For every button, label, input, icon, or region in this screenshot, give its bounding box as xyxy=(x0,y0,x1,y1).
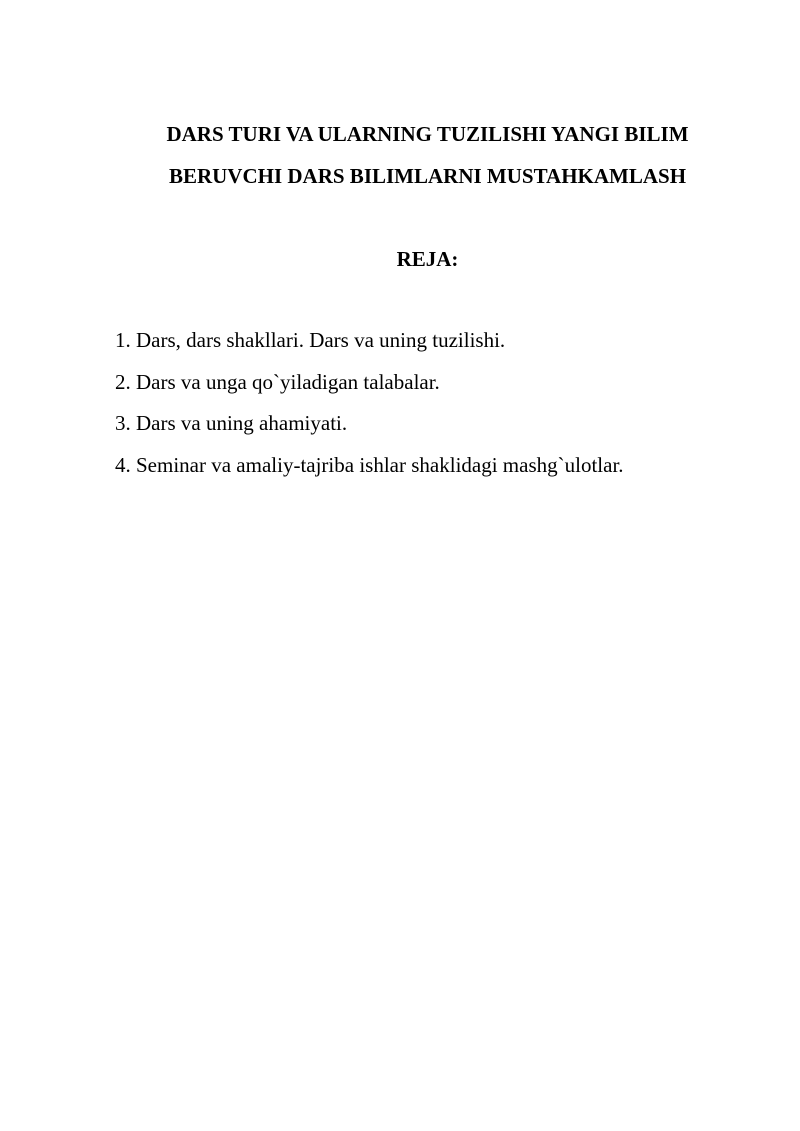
plan-heading: REJA: xyxy=(396,247,459,271)
plan-item: 4. Seminar va amaliy-tajriba ishlar shaklidagi mashg`ulotlar. xyxy=(115,452,624,477)
plan-item: 2. Dars va unga qo`yiladigan talabalar. xyxy=(115,369,440,394)
title-line-2: BERUVCHI DARS BILIMLARNI MUSTAHKAMLASH xyxy=(168,164,687,188)
plan-item: 3. Dars va uning ahamiyati. xyxy=(115,411,348,435)
document-title xyxy=(60,113,795,197)
plan-item: 1. Dars, dars shakllari. Dars va uning tuzilishi. xyxy=(115,328,506,352)
title-line-1: DARS TURI VA ULARNING TUZILISHI YANGI BILIM xyxy=(166,122,689,146)
plan-list xyxy=(115,320,624,486)
